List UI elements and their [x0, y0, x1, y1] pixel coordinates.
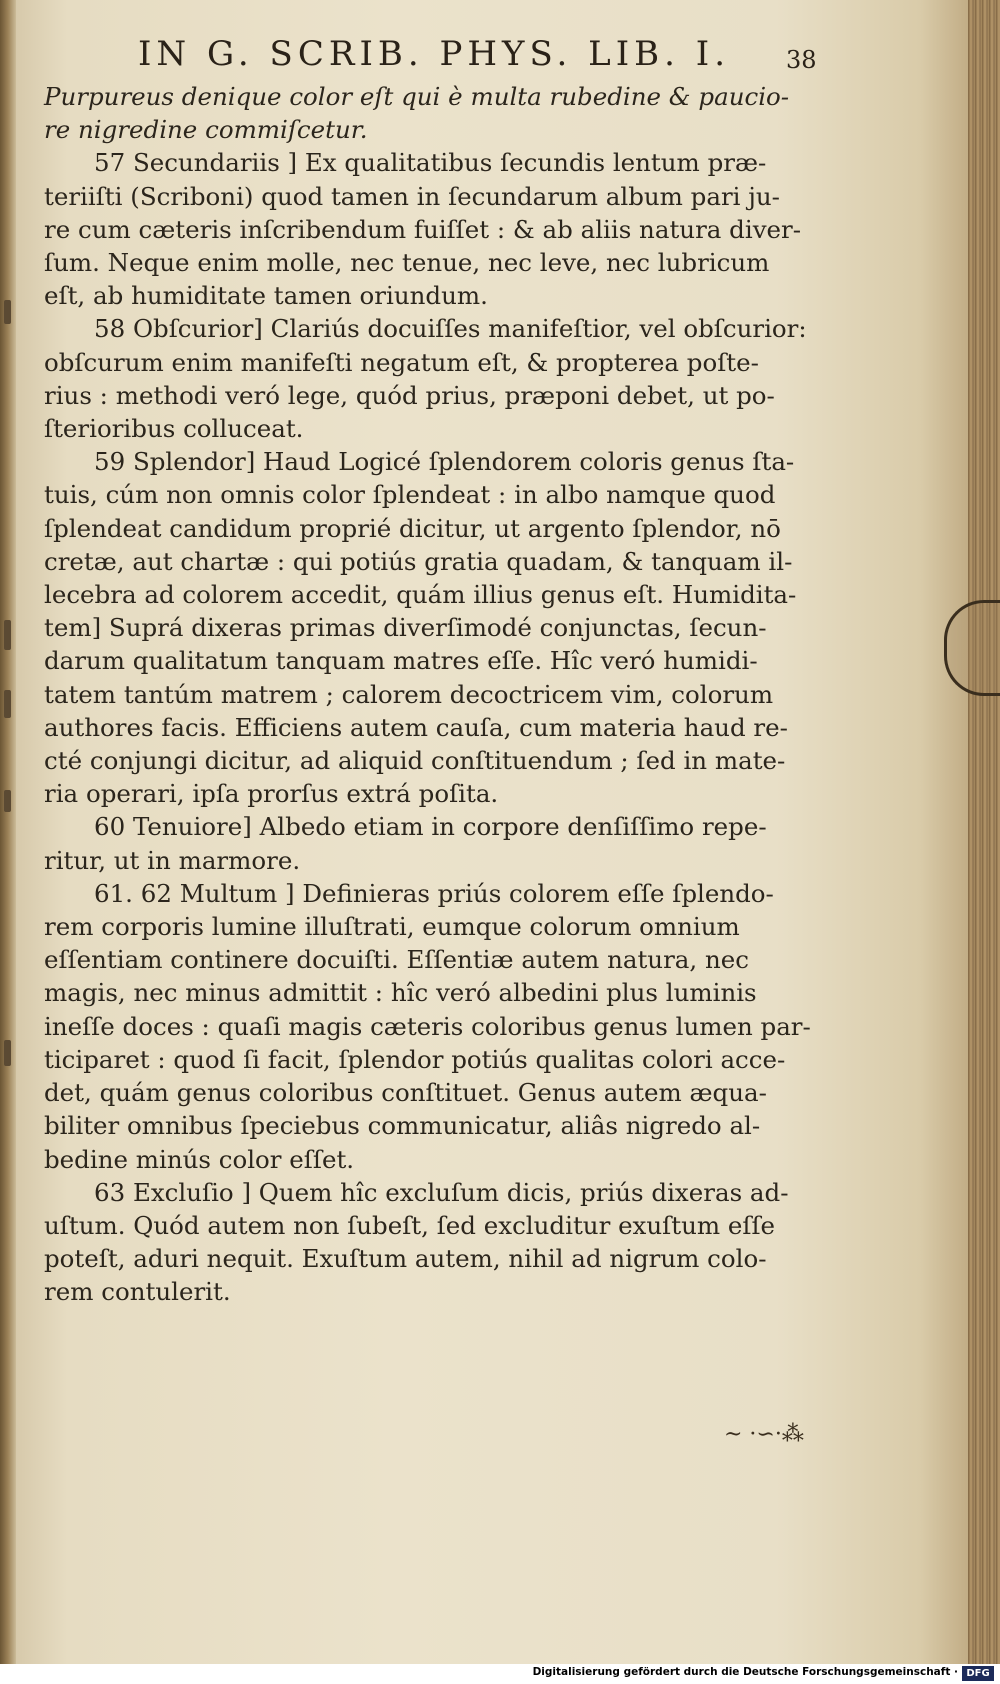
text-line: cté conjungi dicitur, ad aliquid conſtituendum ; ſed in mate-: [44, 746, 786, 776]
text-line: ineſſe doces : quaſi magis cæteris coloribus genus lumen par-: [44, 1011, 811, 1041]
text-line: cretæ, aut chartæ : qui potiús gratia quadam, & tanquam il-: [44, 546, 793, 576]
text-line: re nigredine commiſcetur.: [44, 115, 368, 145]
text-line: 57 Secundariis ] Ex qualitatibus ſecundis lentum præ-: [94, 148, 767, 178]
text-line: ritur, ut in marmore.: [44, 845, 301, 875]
page-number: 38: [786, 46, 817, 74]
text-line: 58 Obſcurior] Clariús docuiſſes manifeſtior, vel obſcurior:: [94, 314, 807, 344]
text-line: tuis, cúm non omnis color ſplendeat : in albo namque quod: [44, 480, 776, 510]
margin-stain: [4, 620, 11, 650]
text-line: 59 Splendor] Haud Logicé ſplendorem coloris genus ſta-: [94, 447, 795, 477]
text-line: uſtum. Quód autem non ſubeſt, ſed excluditur exuſtum eſſe: [44, 1210, 776, 1240]
text-line: 61. 62 Multum ] Definieras priús colorem eſſe ſplendo-: [94, 878, 774, 908]
text-line: ticiparet : quod ſi facit, ſplendor potiús qualitas colori acce-: [44, 1044, 786, 1074]
text-line: rius : methodi veró lege, quód prius, præponi debet, ut po-: [44, 380, 775, 410]
text-line: 63 Excluſio ] Quem hîc excluſum dicis, priús dixeras ad-: [94, 1177, 789, 1207]
ink-flourish-ornament: ~ ·∽·⁂: [724, 1422, 804, 1447]
text-line: poteſt, aduri nequit. Exuſtum autem, nihil ad nigrum colo-: [44, 1244, 767, 1274]
text-line: rem contulerit.: [44, 1277, 231, 1307]
running-head: IN G. SCRIB. PHYS. LIB. I.: [138, 34, 731, 74]
text-line: Purpureus denique color eſt qui è multa rubedine & paucio-: [44, 82, 790, 111]
body-text: [44, 80, 814, 1309]
text-line: lecebra ad colorem accedit, quám illius genus eſt. Humidita-: [44, 580, 797, 610]
margin-stain: [4, 1040, 11, 1066]
text-line: tatem tantúm matrem ; calorem decoctricem vim, colorum: [44, 679, 774, 709]
margin-stain: [4, 300, 11, 324]
text-line: ſterioribus colluceat.: [44, 414, 304, 444]
text-line: authores facis. Efficiens autem cauſa, cum materia haud re-: [44, 712, 788, 742]
text-line: bedine minús color eſſet.: [44, 1144, 355, 1174]
fore-edge-pages: [968, 0, 1000, 1664]
text-line: magis, nec minus admittit : hîc veró albedini plus luminis: [44, 978, 757, 1008]
text-line: ria operari, ipſa prorſus extrá poſita.: [44, 779, 499, 809]
text-line: re cum cæteris inſcribendum fuiſſet : & ab aliis natura diver-: [44, 214, 802, 244]
margin-stain: [4, 790, 11, 812]
dfg-logo: DFG: [962, 1666, 994, 1681]
text-line: 60 Tenuiore] Albedo etiam in corpore denſiſſimo repe-: [94, 812, 767, 842]
text-line: tem] Suprá dixeras primas diverſimodé conjunctas, ſecun-: [44, 613, 767, 643]
binding-edge: [0, 0, 16, 1664]
text-line: biliter omnibus ſpeciebus communicatur, aliâs nigredo al-: [44, 1111, 761, 1141]
text-line: darum qualitatum tanquam matres eſſe. Hîc veró humidi-: [44, 646, 758, 676]
footer-bar: [0, 1664, 1000, 1684]
text-line: eſt, ab humiditate tamen oriundum.: [44, 281, 488, 311]
funding-credit: Digitalisierung gefördert durch die Deutsche Forschungsgemeinschaft ·: [532, 1666, 958, 1678]
text-line: teriiſti (Scriboni) quod tamen in ſecundarum album pari ju-: [44, 181, 780, 211]
margin-stain: [4, 690, 11, 718]
text-line: ſum. Neque enim molle, nec tenue, nec leve, nec lubricum: [44, 248, 770, 278]
text-line: obſcurum enim manifeſti negatum eſt, & propterea poſte-: [44, 347, 759, 377]
text-line: ſplendeat candidum proprié dicitur, ut argento ſplendor, nō: [44, 513, 781, 543]
text-line: rem corporis lumine illuſtrati, eumque colorum omnium: [44, 912, 740, 942]
book-clasp: [944, 600, 1000, 696]
text-line: det, quám genus coloribus conſtituet. Genus autem æqua-: [44, 1078, 767, 1108]
text-line: eſſentiam continere docuiſti. Eſſentiæ autem natura, nec: [44, 945, 749, 975]
